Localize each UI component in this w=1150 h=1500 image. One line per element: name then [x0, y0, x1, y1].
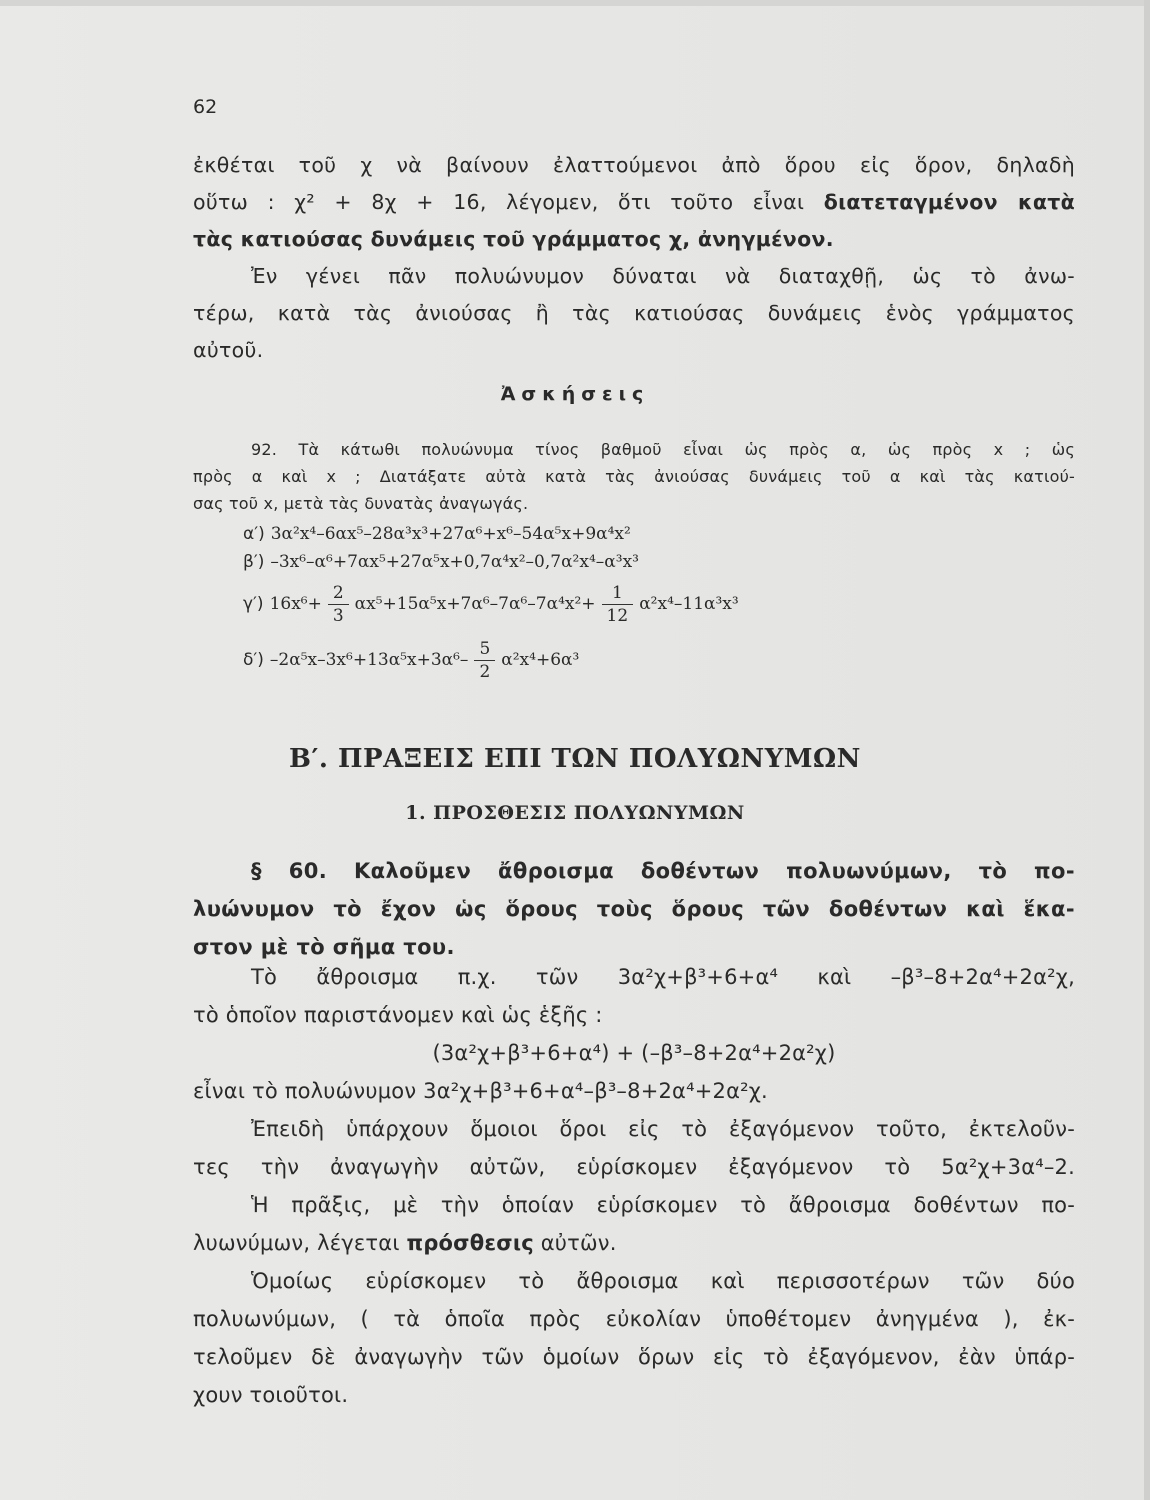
intro-line-1: ἐκθέται τοῦ χ νὰ βαίνουν ἐλαττούμενοι ἀπὸ ὅρου εἰς ὅρον, δηλαδὴ [193, 153, 1075, 177]
body-text [193, 958, 1075, 1414]
body-line-4: εἶναι τὸ πολυώνυμον 3α²χ+β³+6+α⁴–β³–8+2α⁴+2α²χ. [193, 1079, 768, 1103]
exercise-c: γ′) 16x⁶+ $\frac{2}{3}$ αx⁵+15α⁵x+7α⁶–7α⁶–7α⁴x²+ $\frac{1}{12}$ α²x⁴–11α³x³ [243, 583, 739, 626]
body-line-5: Ἐπειδὴ ὑπάρχουν ὅμοιοι ὅροι εἰς τὸ ἐξαγόμενον τοῦτο, ἐκτελοῦν- [251, 1117, 1075, 1141]
body-line-7: Ἡ πρᾶξις, μὲ τὴν ὁποίαν εὑρίσκομεν τὸ ἄθροισμα δοθέντων πο- [251, 1193, 1075, 1217]
fraction: $\frac{1}{12}$ [602, 582, 634, 627]
intro-line-6: αὐτοῦ. [193, 338, 264, 362]
intro-line-2: οὕτω : χ² + 8χ + 16, λέγομεν, ὅτι τοῦτο εἶναι διατεταγμένον κατὰ [193, 190, 1075, 214]
section-subtitle: 1. ΠΡΟΣΘΕΣΙΣ ΠΟΛΥΩΝΥΜΩΝ [405, 802, 745, 824]
intro-line-3: τὰς κατιούσας δυνάμεις τοῦ γράμματος χ, ἀνηγμένον. [193, 227, 834, 251]
body-line-10: πολυωνύμων, ( τὰ ὁποῖα πρὸς εὐκολίαν ὑποθέτομεν ἀνηγμένα ), ἐκ- [193, 1307, 1075, 1331]
section-title: Β′. ΠΡΑΞΕΙΣ ΕΠΙ ΤΩΝ ΠΟΛΥΩΝΥΜΩΝ [289, 744, 861, 774]
intro-line-5: τέρω, κατὰ τὰς ἀνιούσας ἢ τὰς κατιούσας δυνάμεις ἑνὸς γράμματος [193, 301, 1075, 325]
exercise-line-3: σας τοῦ x, μετὰ τὰς δυνατὰς ἀναγωγάς. [193, 494, 529, 513]
body-line-11: τελοῦμεν δὲ ἀναγωγὴν τῶν ὁμοίων ὅρων εἰς τὸ ἐξαγόμενον, ἐὰν ὑπάρ- [193, 1345, 1075, 1369]
definition-line-2: λυώνυμον τὸ ἔχον ὡς ὅρους τοὺς ὅρους τῶν δοθέντων καὶ ἕκα- [193, 897, 1075, 921]
body-line-12: χουν τοιοῦτοι. [193, 1383, 349, 1407]
body-line-3: (3α²χ+β³+6+α⁴) + (–β³–8+2α⁴+2α²χ) [432, 1041, 836, 1065]
exercises-heading: Ἀσκήσεις [500, 383, 650, 405]
exercise-92 [193, 436, 1075, 517]
page-top-edge [0, 0, 1150, 6]
intro-line-4: Ἐν γένει πᾶν πολυώνυμον δύναται νὰ διαταχθῇ, ὡς τὸ ἀνω- [251, 264, 1075, 288]
exercise-b: β′) –3x⁶–α⁶+7αx⁵+27α⁵x+0,7α⁴x²–0,7α²x⁴–α³x³ [243, 552, 639, 572]
bold-phrase: διατεταγμένον κατὰ [823, 190, 1075, 214]
bold-term: πρόσθεσις [406, 1231, 534, 1255]
definition-line-3: στον μὲ τὸ σῆμα του. [193, 935, 455, 959]
definition-paragraph [193, 852, 1075, 966]
body-line-9: Ὁμοίως εὑρίσκομεν τὸ ἄθροισμα καὶ περισσοτέρων τῶν δύο [251, 1269, 1075, 1293]
fraction: $\frac{5}{2}$ [474, 638, 495, 683]
intro-paragraph [193, 147, 1075, 369]
body-line-6: τες τὴν ἀναγωγὴν αὐτῶν, εὑρίσκομεν ἐξαγόμενον τὸ 5α²χ+3α⁴–2. [193, 1155, 1075, 1179]
exercise-line-2: πρὸς α καὶ x ; Διατάξατε αὐτὰ κατὰ τὰς ἀνιούσας δυνάμεις τοῦ α καὶ τὰς κατιού- [193, 467, 1075, 486]
exercise-line-1: 92. Τὰ κάτωθι πολυώνυμα τίνος βαθμοῦ εἶναι ὡς πρὸς α, ὡς πρὸς x ; ὡς [251, 440, 1075, 459]
definition-line-1: § 60. Καλοῦμεν ἄθροισμα δοθέντων πολυωνύμων, τὸ πο- [251, 859, 1075, 883]
exercise-d: δ′) –2α⁵x–3x⁶+13α⁵x+3α⁶– $\frac{5}{2}$ α²x⁴+6α³ [243, 639, 580, 682]
body-line-8: λυωνύμων, λέγεται πρόσθεσις αὐτῶν. [193, 1231, 617, 1255]
body-line-2: τὸ ὁποῖον παριστάνομεν καὶ ὡς ἑξῆς : [193, 1003, 603, 1027]
fraction: $\frac{2}{3}$ [328, 582, 349, 627]
body-line-1: Τὸ ἄθροισμα π.χ. τῶν 3α²χ+β³+6+α⁴ καὶ –β³–8+2α⁴+2α²χ, [251, 965, 1075, 989]
page-number: 62 [193, 96, 218, 118]
exercise-a: α′) 3α²x⁴–6αx⁵–28α³x³+27α⁶+x⁶–54α⁵x+9α⁴x² [243, 524, 631, 544]
